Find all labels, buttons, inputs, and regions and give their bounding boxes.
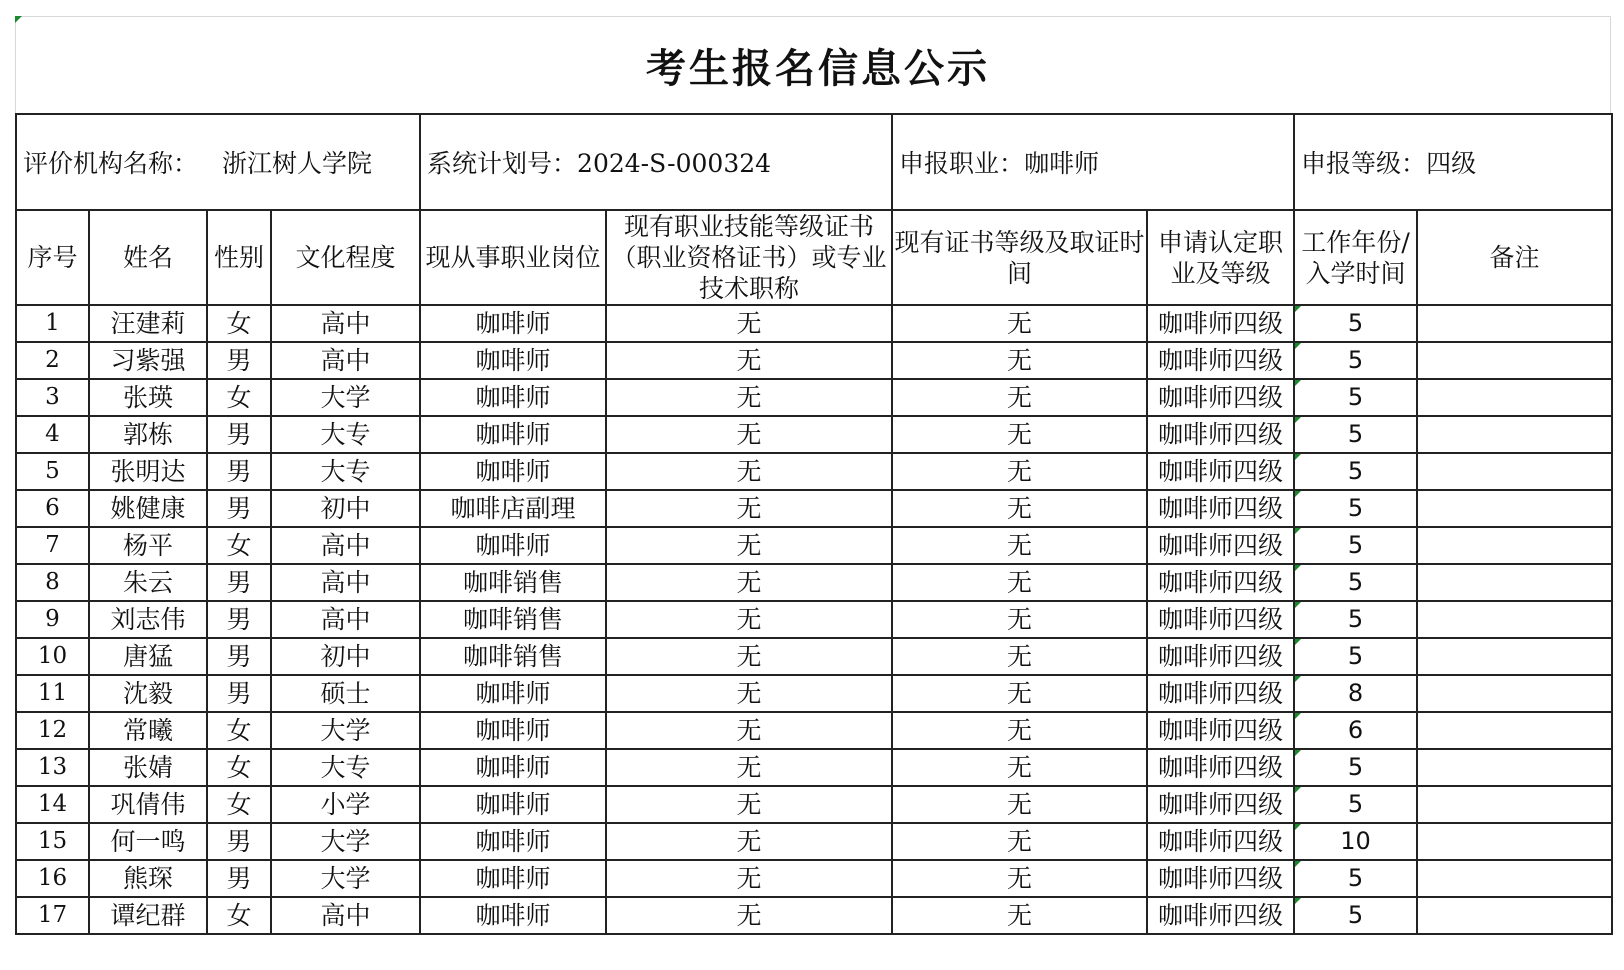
remark: [1417, 712, 1612, 749]
applicant-gender: 女: [207, 305, 271, 342]
applicant-name: 熊琛: [89, 860, 207, 897]
applicant-name: 唐猛: [89, 638, 207, 675]
row-number: 3: [16, 379, 89, 416]
table-row: [16, 342, 1612, 379]
current-position: 咖啡师: [420, 749, 606, 786]
education-level: 高中: [271, 527, 420, 564]
applicant-table: [15, 113, 1613, 935]
remark: [1417, 416, 1612, 453]
applied-level: 咖啡师四级: [1147, 305, 1294, 342]
certificate-level-time: 无: [892, 601, 1147, 638]
work-years: 5: [1294, 860, 1417, 897]
applied-level: 咖啡师四级: [1147, 712, 1294, 749]
applied-level: 咖啡师四级: [1147, 379, 1294, 416]
applicant-gender: 女: [207, 786, 271, 823]
current-certificate: 无: [606, 712, 892, 749]
column-header: 现从事职业岗位: [420, 210, 606, 305]
table-row: [16, 749, 1612, 786]
education-level: 大专: [271, 749, 420, 786]
current-certificate: 无: [606, 416, 892, 453]
table-row: [16, 823, 1612, 860]
current-position: 咖啡师: [420, 712, 606, 749]
applicant-gender: 男: [207, 342, 271, 379]
applicant-name: 巩倩伟: [89, 786, 207, 823]
remark: [1417, 897, 1612, 934]
certificate-level-time: 无: [892, 379, 1147, 416]
education-level: 硕士: [271, 675, 420, 712]
remark: [1417, 527, 1612, 564]
work-years: 5: [1294, 416, 1417, 453]
current-position: 咖啡师: [420, 416, 606, 453]
certificate-level-time: 无: [892, 342, 1147, 379]
remark: [1417, 860, 1612, 897]
row-number: 2: [16, 342, 89, 379]
current-certificate: 无: [606, 490, 892, 527]
table-row: [16, 601, 1612, 638]
applied-level: 咖啡师四级: [1147, 823, 1294, 860]
current-certificate: 无: [606, 860, 892, 897]
education-level: 大学: [271, 379, 420, 416]
education-level: 大学: [271, 860, 420, 897]
current-certificate: 无: [606, 527, 892, 564]
row-number: 1: [16, 305, 89, 342]
current-position: 咖啡师: [420, 675, 606, 712]
current-certificate: 无: [606, 342, 892, 379]
applicant-name: 刘志伟: [89, 601, 207, 638]
header-row: [16, 210, 1612, 305]
current-position: 咖啡销售: [420, 601, 606, 638]
row-number: 16: [16, 860, 89, 897]
education-level: 初中: [271, 638, 420, 675]
work-years: 6: [1294, 712, 1417, 749]
level-cell: [1294, 114, 1612, 210]
current-certificate: 无: [606, 749, 892, 786]
current-certificate: 无: [606, 638, 892, 675]
applicant-gender: 女: [207, 897, 271, 934]
current-position: 咖啡师: [420, 342, 606, 379]
current-position: 咖啡销售: [420, 564, 606, 601]
org-cell: [16, 114, 420, 210]
applicant-name: 姚健康: [89, 490, 207, 527]
current-certificate: 无: [606, 564, 892, 601]
applicant-name: 谭纪群: [89, 897, 207, 934]
certificate-level-time: 无: [892, 749, 1147, 786]
applied-level: 咖啡师四级: [1147, 749, 1294, 786]
info-row: [16, 114, 1612, 210]
applicant-gender: 男: [207, 564, 271, 601]
applied-level: 咖啡师四级: [1147, 416, 1294, 453]
column-header: 文化程度: [271, 210, 420, 305]
row-number: 8: [16, 564, 89, 601]
page-title: 考生报名信息公示: [646, 45, 990, 92]
table-body: [16, 305, 1612, 934]
education-level: 高中: [271, 305, 420, 342]
applied-level: 咖啡师四级: [1147, 490, 1294, 527]
current-certificate: 无: [606, 786, 892, 823]
remark: [1417, 490, 1612, 527]
level-value: 四级: [1426, 149, 1477, 178]
column-header: 现有证书等级及取证时间: [892, 210, 1147, 305]
work-years: 5: [1294, 527, 1417, 564]
work-years: 5: [1294, 786, 1417, 823]
current-position: 咖啡师: [420, 527, 606, 564]
applicant-name: 杨平: [89, 527, 207, 564]
table-row: [16, 675, 1612, 712]
row-number: 4: [16, 416, 89, 453]
applied-level: 咖啡师四级: [1147, 638, 1294, 675]
education-level: 高中: [271, 601, 420, 638]
column-header: 现有职业技能等级证书（职业资格证书）或专业技术职称: [606, 210, 892, 305]
certificate-level-time: 无: [892, 453, 1147, 490]
applied-level: 咖啡师四级: [1147, 527, 1294, 564]
certificate-level-time: 无: [892, 786, 1147, 823]
certificate-level-time: 无: [892, 712, 1147, 749]
table-row: [16, 786, 1612, 823]
applicant-name: 郭栋: [89, 416, 207, 453]
applicant-name: 朱云: [89, 564, 207, 601]
certificate-level-time: 无: [892, 897, 1147, 934]
applied-level: 咖啡师四级: [1147, 601, 1294, 638]
table-row: [16, 305, 1612, 342]
cell-comment-marker: [15, 16, 22, 23]
applied-level: 咖啡师四级: [1147, 453, 1294, 490]
work-years: 5: [1294, 379, 1417, 416]
applicant-name: 沈毅: [89, 675, 207, 712]
certificate-level-time: 无: [892, 527, 1147, 564]
work-years: 10: [1294, 823, 1417, 860]
education-level: 大学: [271, 823, 420, 860]
occupation-value: 咖啡师: [1024, 149, 1100, 178]
table-row: [16, 860, 1612, 897]
education-level: 高中: [271, 897, 420, 934]
remark: [1417, 379, 1612, 416]
table-row: [16, 490, 1612, 527]
row-number: 15: [16, 823, 89, 860]
applicant-name: 张明达: [89, 453, 207, 490]
work-years: 5: [1294, 453, 1417, 490]
current-certificate: 无: [606, 897, 892, 934]
work-years: 5: [1294, 490, 1417, 527]
applied-level: 咖啡师四级: [1147, 342, 1294, 379]
remark: [1417, 638, 1612, 675]
org-label: 评价机构名称：: [23, 149, 199, 178]
row-number: 5: [16, 453, 89, 490]
applicant-gender: 男: [207, 860, 271, 897]
work-years: 5: [1294, 601, 1417, 638]
certificate-level-time: 无: [892, 416, 1147, 453]
remark: [1417, 601, 1612, 638]
applied-level: 咖啡师四级: [1147, 786, 1294, 823]
table-row: [16, 379, 1612, 416]
applicant-name: 张婧: [89, 749, 207, 786]
current-certificate: 无: [606, 379, 892, 416]
applicant-gender: 男: [207, 416, 271, 453]
org-value: 浙江树人学院: [222, 149, 373, 178]
work-years: 5: [1294, 564, 1417, 601]
applicant-gender: 女: [207, 712, 271, 749]
title-row: [15, 16, 1611, 113]
spreadsheet: [15, 16, 1611, 935]
applicant-name: 汪建莉: [89, 305, 207, 342]
work-years: 5: [1294, 749, 1417, 786]
applicant-gender: 女: [207, 379, 271, 416]
table-row: [16, 416, 1612, 453]
level-label: 申报等级：: [1301, 149, 1427, 178]
current-certificate: 无: [606, 823, 892, 860]
applicant-gender: 男: [207, 823, 271, 860]
current-position: 咖啡师: [420, 786, 606, 823]
education-level: 大专: [271, 416, 420, 453]
applicant-name: 习紫强: [89, 342, 207, 379]
remark: [1417, 564, 1612, 601]
row-number: 14: [16, 786, 89, 823]
applicant-name: 何一鸣: [89, 823, 207, 860]
row-number: 7: [16, 527, 89, 564]
applied-level: 咖啡师四级: [1147, 675, 1294, 712]
work-years: 5: [1294, 638, 1417, 675]
education-level: 大学: [271, 712, 420, 749]
row-number: 12: [16, 712, 89, 749]
applicant-gender: 男: [207, 453, 271, 490]
table-row: [16, 453, 1612, 490]
table-row: [16, 712, 1612, 749]
applied-level: 咖啡师四级: [1147, 564, 1294, 601]
table-row: [16, 897, 1612, 934]
current-position: 咖啡销售: [420, 638, 606, 675]
remark: [1417, 453, 1612, 490]
education-level: 高中: [271, 342, 420, 379]
applicant-gender: 男: [207, 638, 271, 675]
applied-level: 咖啡师四级: [1147, 860, 1294, 897]
work-years: 8: [1294, 675, 1417, 712]
remark: [1417, 305, 1612, 342]
column-header: 工作年份/入学时间: [1294, 210, 1417, 305]
remark: [1417, 786, 1612, 823]
column-header: 序号: [16, 210, 89, 305]
plan-label: 系统计划号：: [427, 149, 578, 178]
occupation-cell: [892, 114, 1294, 210]
remark: [1417, 675, 1612, 712]
certificate-level-time: 无: [892, 675, 1147, 712]
work-years: 5: [1294, 342, 1417, 379]
current-certificate: 无: [606, 675, 892, 712]
current-position: 咖啡师: [420, 379, 606, 416]
education-level: 高中: [271, 564, 420, 601]
row-number: 13: [16, 749, 89, 786]
remark: [1417, 749, 1612, 786]
row-number: 9: [16, 601, 89, 638]
column-header: 姓名: [89, 210, 207, 305]
applicant-name: 常曦: [89, 712, 207, 749]
work-years: 5: [1294, 897, 1417, 934]
applied-level: 咖啡师四级: [1147, 897, 1294, 934]
certificate-level-time: 无: [892, 860, 1147, 897]
applicant-gender: 男: [207, 490, 271, 527]
occupation-label: 申报职业：: [899, 149, 1025, 178]
table-row: [16, 564, 1612, 601]
row-number: 17: [16, 897, 89, 934]
table-row: [16, 638, 1612, 675]
certificate-level-time: 无: [892, 638, 1147, 675]
plan-cell: [420, 114, 892, 210]
remark: [1417, 342, 1612, 379]
current-certificate: 无: [606, 453, 892, 490]
certificate-level-time: 无: [892, 305, 1147, 342]
column-header: 备注: [1417, 210, 1612, 305]
current-position: 咖啡店副理: [420, 490, 606, 527]
remark: [1417, 823, 1612, 860]
current-position: 咖啡师: [420, 305, 606, 342]
row-number: 6: [16, 490, 89, 527]
education-level: 初中: [271, 490, 420, 527]
current-certificate: 无: [606, 305, 892, 342]
certificate-level-time: 无: [892, 564, 1147, 601]
education-level: 大专: [271, 453, 420, 490]
current-position: 咖啡师: [420, 823, 606, 860]
column-header: 性别: [207, 210, 271, 305]
row-number: 11: [16, 675, 89, 712]
current-position: 咖啡师: [420, 453, 606, 490]
current-certificate: 无: [606, 601, 892, 638]
applicant-gender: 女: [207, 749, 271, 786]
work-years: 5: [1294, 305, 1417, 342]
column-header: 申请认定职业及等级: [1147, 210, 1294, 305]
current-position: 咖啡师: [420, 860, 606, 897]
applicant-gender: 男: [207, 601, 271, 638]
applicant-name: 张瑛: [89, 379, 207, 416]
applicant-gender: 男: [207, 675, 271, 712]
applicant-gender: 女: [207, 527, 271, 564]
plan-value: 2024-S-000324: [577, 149, 772, 178]
table-row: [16, 527, 1612, 564]
row-number: 10: [16, 638, 89, 675]
certificate-level-time: 无: [892, 823, 1147, 860]
current-position: 咖啡师: [420, 897, 606, 934]
certificate-level-time: 无: [892, 490, 1147, 527]
education-level: 小学: [271, 786, 420, 823]
